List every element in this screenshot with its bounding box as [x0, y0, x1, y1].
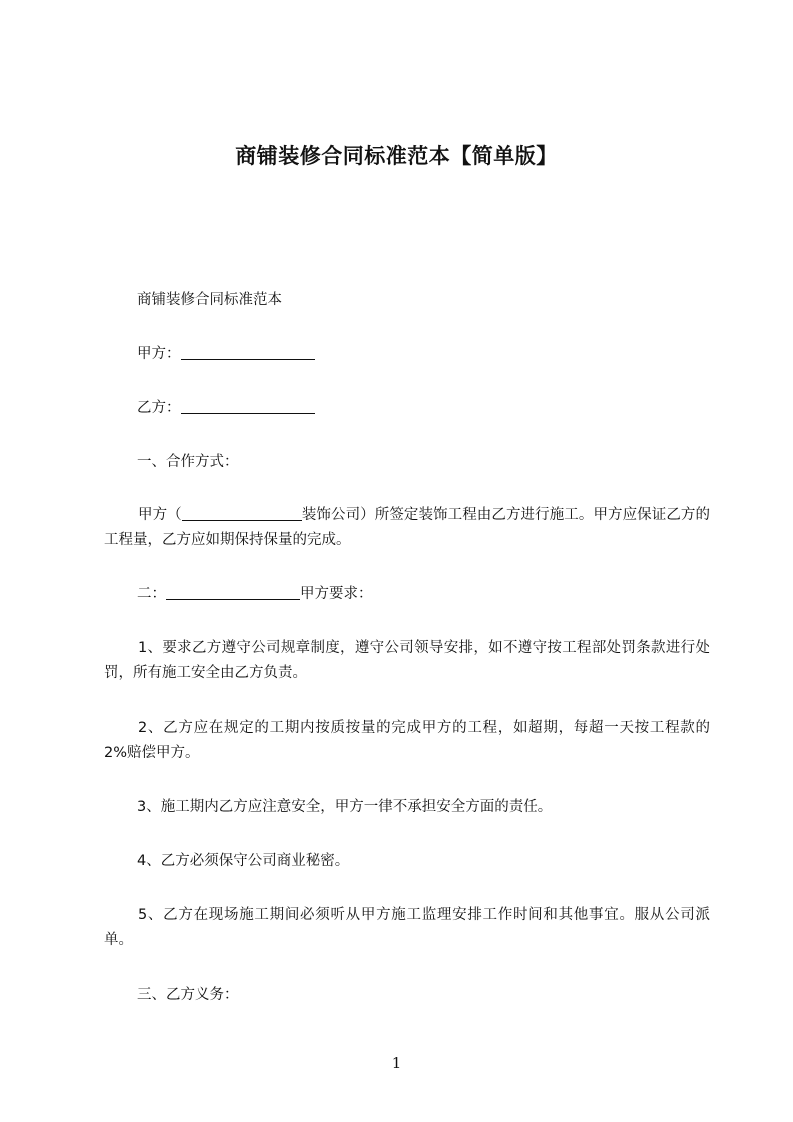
page-number: 1: [391, 1054, 402, 1072]
requirement-1: 1、要求乙方遵守公司规章制度，遵守公司领导安排，如不遵守按工程部处罚条款进行处罚，所有施工安全由乙方负责。: [104, 640, 710, 681]
party-b-line: [104, 396, 710, 421]
section2-blank: [166, 585, 300, 600]
company-blank: [182, 506, 302, 521]
section1-paragraph: 甲方（ 装饰公司）所签定装饰工程由乙方进行施工。甲方应保证乙方的工程量，乙方应如期保持保量的完成。: [104, 507, 711, 548]
subtitle: 商铺装修合同标准范本: [137, 292, 282, 308]
party-b-label: 乙方：: [137, 400, 181, 416]
section1-heading: 一、合作方式：: [137, 454, 239, 470]
section3-heading: 三、乙方义务：: [137, 987, 239, 1003]
requirement-3: 3、施工期内乙方应注意安全，甲方一律不承担安全方面的责任。: [137, 799, 553, 815]
section2-heading: 二： 甲方要求：: [137, 586, 373, 602]
party-b-blank: [181, 399, 315, 414]
party-a-line: [104, 342, 710, 367]
requirement-5: 5、乙方在现场施工期间必须听从甲方施工监理安排工作时间和其他事宜。服从公司派单。: [104, 907, 710, 948]
requirement-2: 2、乙方应在规定的工期内按质按量的完成甲方的工程，如超期，每超一天按工程款的 2%赔偿甲方。: [104, 720, 710, 761]
document-title: 商铺装修合同标准范本【简单版】: [235, 144, 558, 168]
requirement-4: 4、乙方必须保守公司商业秘密。: [137, 853, 350, 869]
party-a-blank: [181, 345, 315, 360]
party-a-label: 甲方：: [137, 346, 181, 362]
